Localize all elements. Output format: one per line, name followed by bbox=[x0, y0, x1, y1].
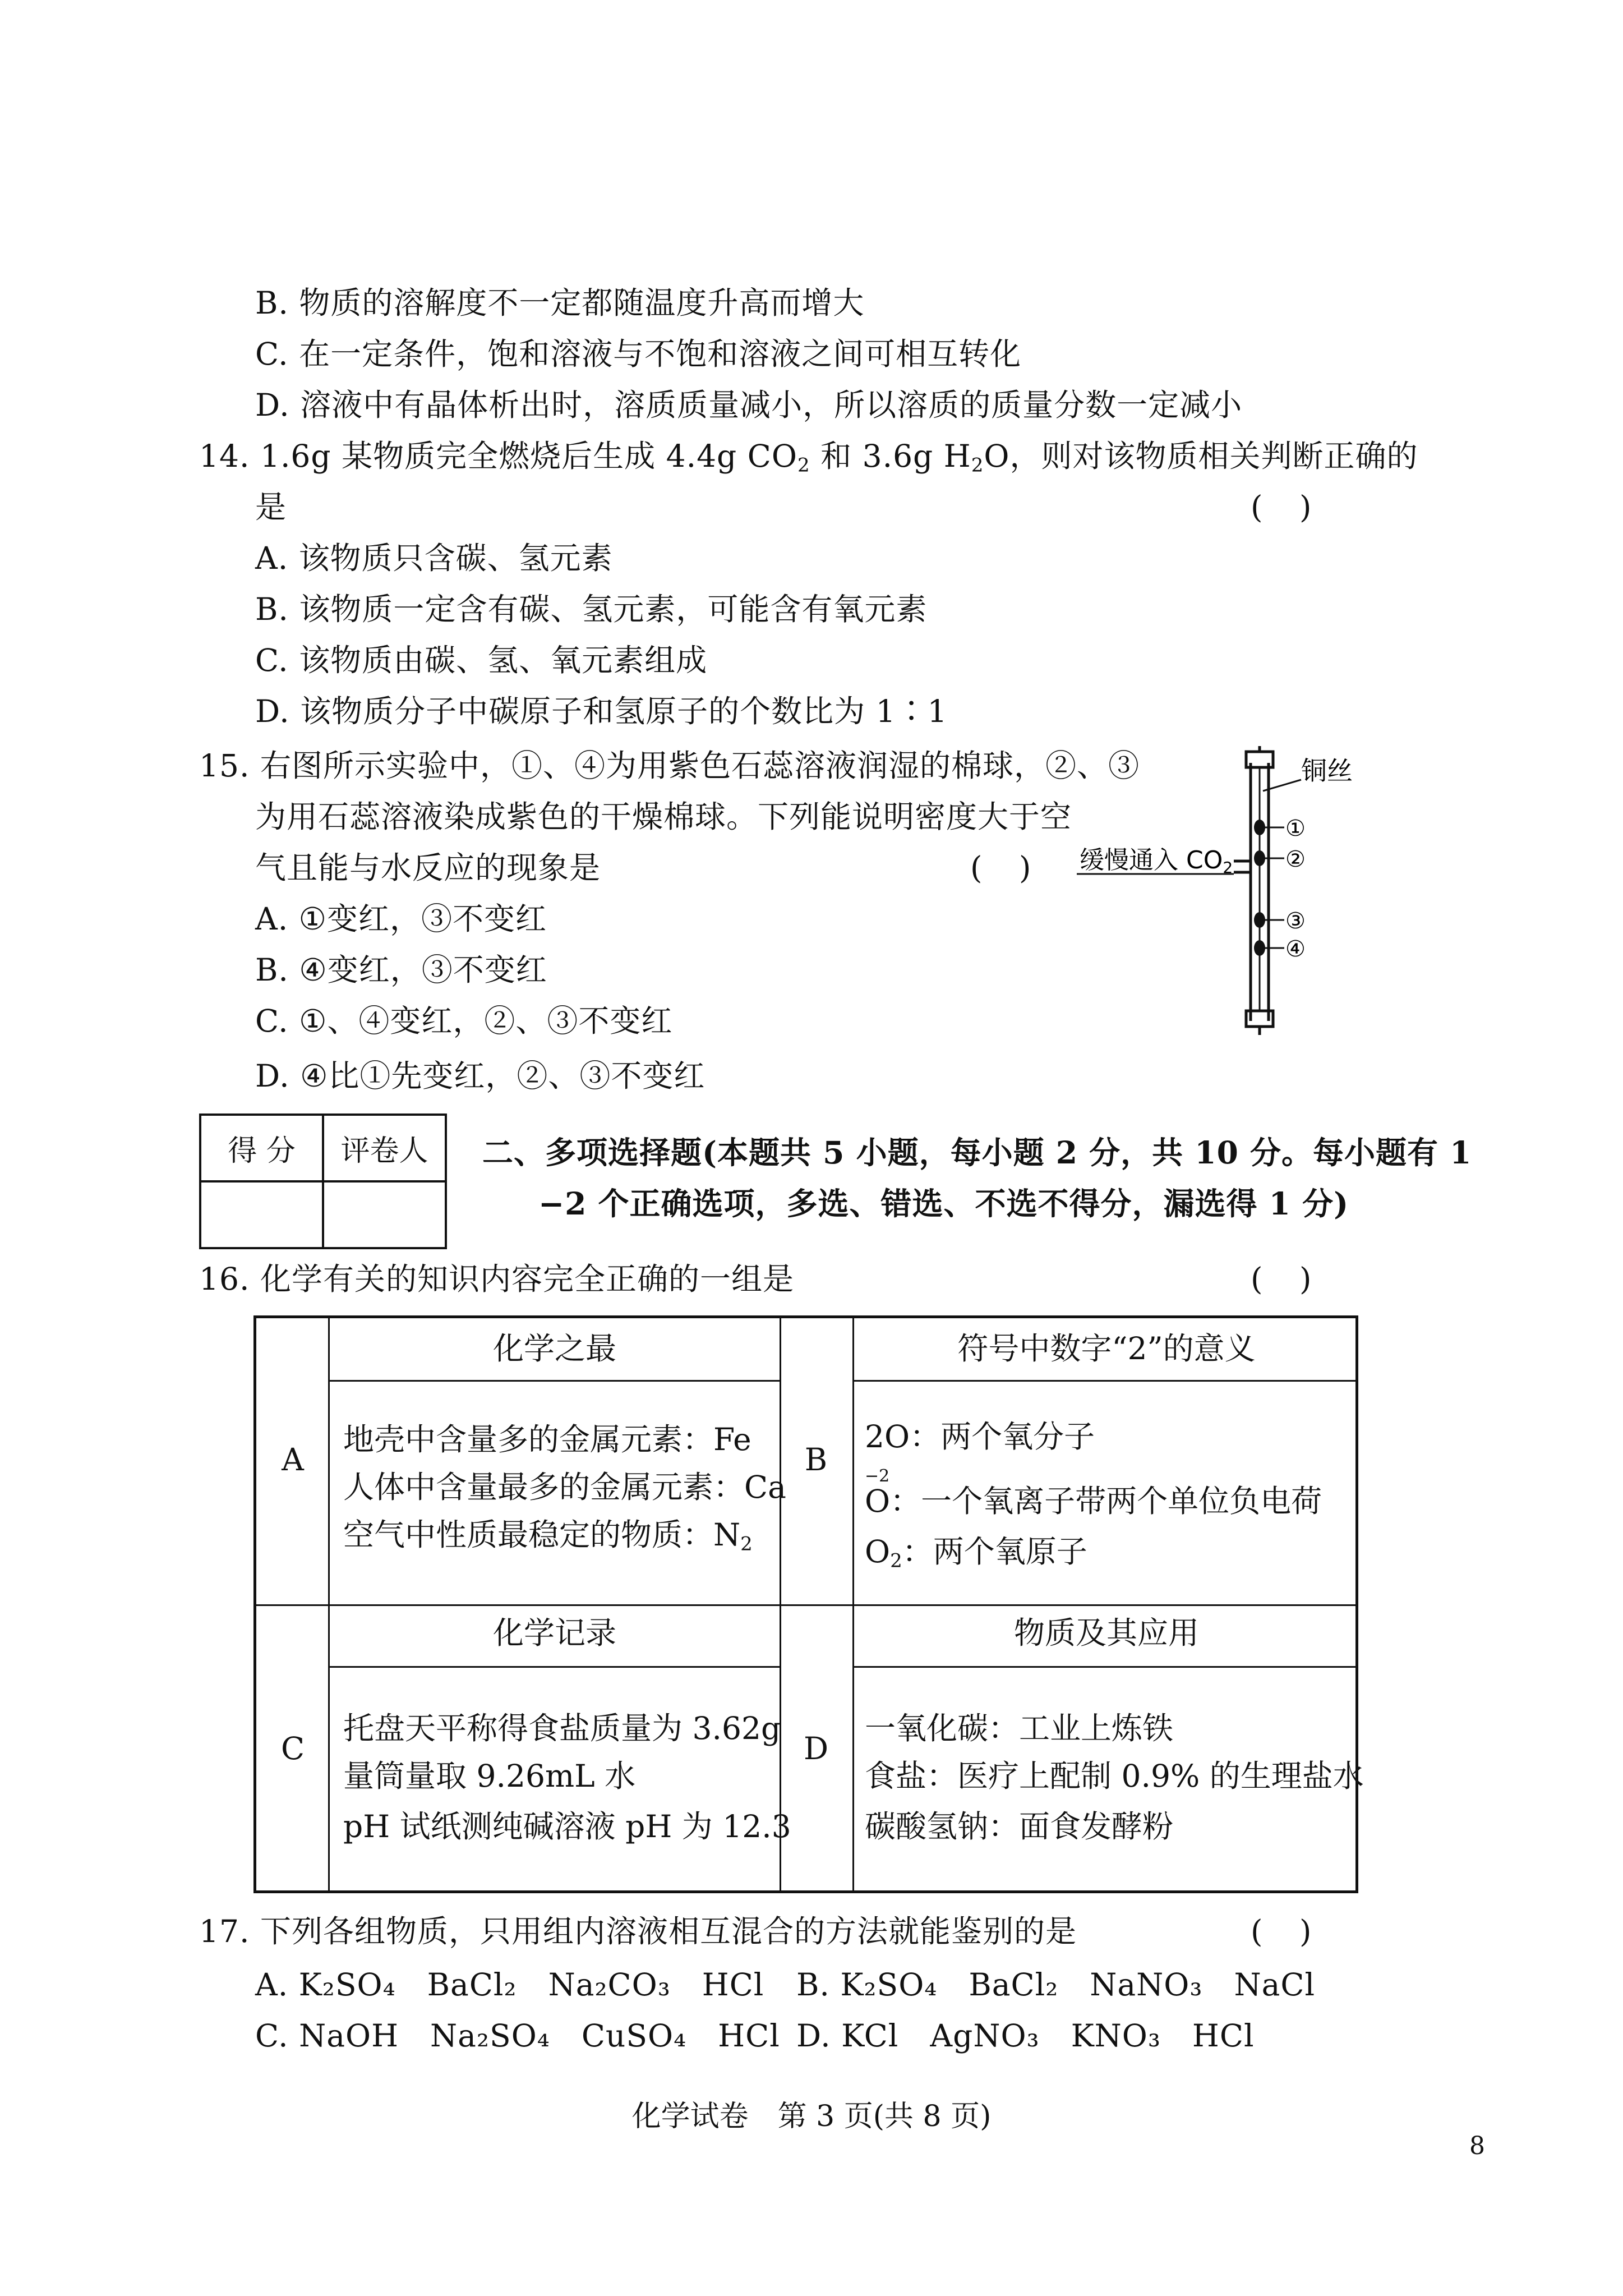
q16-b-header: 符号中数字“2”的意义 bbox=[957, 1331, 1256, 1366]
ball-label-4: ④ bbox=[1285, 936, 1306, 962]
q15-option-d: D. ④比①先变红，②、③不变红 bbox=[255, 1058, 706, 1094]
page-footer: 化学试卷 第 3 页(共 8 页) bbox=[631, 2100, 992, 2133]
q16-option-b-letter: B bbox=[804, 1442, 828, 1478]
co2-tube-apparatus-figure bbox=[1066, 746, 1380, 1038]
q17-option-d: D. KCl AgNO₃ KNO₃ HCl bbox=[796, 2018, 1255, 2054]
section2-heading-line2: −2 个正确选项，多选、错选、不选不得分，漏选得 1 分) bbox=[538, 1185, 1349, 1222]
q15-stem-line1: 15. 右图所示实验中，①、④为用紫色石蕊溶液润湿的棉球，②、③ bbox=[199, 748, 1140, 784]
q15-stem-line2: 为用石蕊溶液染成紫色的干燥棉球。下列能说明密度大于空 bbox=[255, 799, 1072, 835]
ball-label-2: ② bbox=[1285, 846, 1306, 872]
q15-option-c: C. ①、④变红，②、③不变红 bbox=[255, 1003, 673, 1039]
grader-header: 评卷人 bbox=[323, 1115, 446, 1181]
copper-wire-label: 铜丝 bbox=[1301, 756, 1353, 786]
q16-option-c-letter: C bbox=[280, 1731, 305, 1766]
q17-answer-paren: ( ) bbox=[1251, 1913, 1312, 1949]
q16-d-line2: 食盐：医疗上配制 0.9% 的生理盐水 bbox=[865, 1758, 1364, 1794]
ball-label-1: ① bbox=[1285, 816, 1306, 841]
q16-c-line3: pH 试纸测纯碱溶液 pH 为 12.3 bbox=[343, 1809, 791, 1844]
q15-option-a: A. ①变红，③不变红 bbox=[255, 901, 547, 937]
grader-cell bbox=[323, 1181, 446, 1248]
q16-a-line3: 空气中性质最稳定的物质：$N_2$ bbox=[343, 1517, 753, 1556]
q14-option-a: A. 该物质只含碳、氢元素 bbox=[255, 540, 613, 576]
q16-c-line1: 托盘天平称得食盐质量为 3.62g bbox=[343, 1710, 781, 1746]
q14-stem-line2: 是 bbox=[255, 489, 287, 525]
q17-option-b: B. K₂SO₄ BaCl₂ NaNO₃ NaCl bbox=[796, 1967, 1316, 2003]
q16-a-header: 化学之最 bbox=[492, 1331, 616, 1366]
q15-answer-paren: ( ) bbox=[970, 850, 1031, 886]
score-cell bbox=[200, 1181, 323, 1248]
q16-b-line1: 2O：两个氧分子 bbox=[865, 1419, 1095, 1455]
q14-answer-paren: ( ) bbox=[1251, 489, 1312, 525]
page-number: 8 bbox=[1469, 2132, 1485, 2160]
section2-heading-line1: 二、多项选择题(本题共 5 小题，每小题 2 分，共 10 分。每小题有 1 bbox=[482, 1134, 1472, 1171]
q16-d-line3: 碳酸氢钠：面食发酵粉 bbox=[865, 1809, 1174, 1844]
q16-stem: 16. 化学有关的知识内容完全正确的一组是 bbox=[199, 1261, 794, 1297]
q13-option-c: C. 在一定条件，饱和溶液与不饱和溶液之间可相互转化 bbox=[255, 336, 1022, 372]
score-header: 得 分 bbox=[200, 1115, 323, 1181]
q16-option-a-letter: A bbox=[282, 1442, 304, 1478]
q16-d-line1: 一氧化碳：工业上炼铁 bbox=[865, 1710, 1174, 1746]
q13-option-d: D. 溶液中有晶体析出时，溶质质量减小，所以溶质的质量分数一定减小 bbox=[255, 387, 1243, 423]
q16-b-line3: $O_2$：两个氧原子 bbox=[865, 1534, 1087, 1572]
q17-stem: 17. 下列各组物质，只用组内溶液相互混合的方法就能鉴别的是 bbox=[199, 1913, 1077, 1949]
q16-c-header: 化学记录 bbox=[492, 1615, 616, 1651]
q16-d-header: 物质及其应用 bbox=[1013, 1615, 1199, 1651]
q16-option-d-letter: D bbox=[803, 1731, 829, 1766]
ball-label-3: ③ bbox=[1285, 908, 1306, 934]
q16-a-line1: 地壳中含量多的金属元素：Fe bbox=[343, 1421, 751, 1457]
q17-option-a: A. K₂SO₄ BaCl₂ Na₂CO₃ HCl bbox=[255, 1967, 764, 2003]
q14-option-b: B. 该物质一定含有碳、氢元素，可能含有氧元素 bbox=[255, 591, 928, 627]
q14-option-d: D. 该物质分子中碳原子和氢原子的个数比为 1∶1 bbox=[255, 693, 948, 729]
q15-option-b: B. ④变红，③不变红 bbox=[255, 952, 547, 988]
q16-options-table bbox=[253, 1315, 1364, 1893]
score-box bbox=[199, 1114, 447, 1249]
q16-a-line2: 人体中含量最多的金属元素：Ca bbox=[343, 1469, 786, 1505]
q16-b-line2: −2 O：一个氧离子带两个单位负电荷 bbox=[865, 1466, 1322, 1519]
q14-option-c: C. 该物质由碳、氢、氧元素组成 bbox=[255, 642, 708, 678]
q16-c-line2: 量筒量取 9.26mL 水 bbox=[343, 1758, 636, 1794]
co2-inlet-label: 缓慢通入 CO2 bbox=[1080, 846, 1233, 877]
q13-option-b: B. 物质的溶解度不一定都随温度升高而增大 bbox=[255, 285, 865, 321]
q16-answer-paren: ( ) bbox=[1251, 1261, 1312, 1297]
q15-stem-line3: 气且能与水反应的现象是 bbox=[255, 850, 601, 886]
q14-stem-line1: 14. 1.6g 某物质完全燃烧后生成 4.4g $CO_2$ 和 3.6g $H_2O$，则对该物质相关判断正确的 bbox=[199, 438, 1418, 477]
q17-option-c: C. NaOH Na₂SO₄ CuSO₄ HCl bbox=[255, 2018, 780, 2054]
